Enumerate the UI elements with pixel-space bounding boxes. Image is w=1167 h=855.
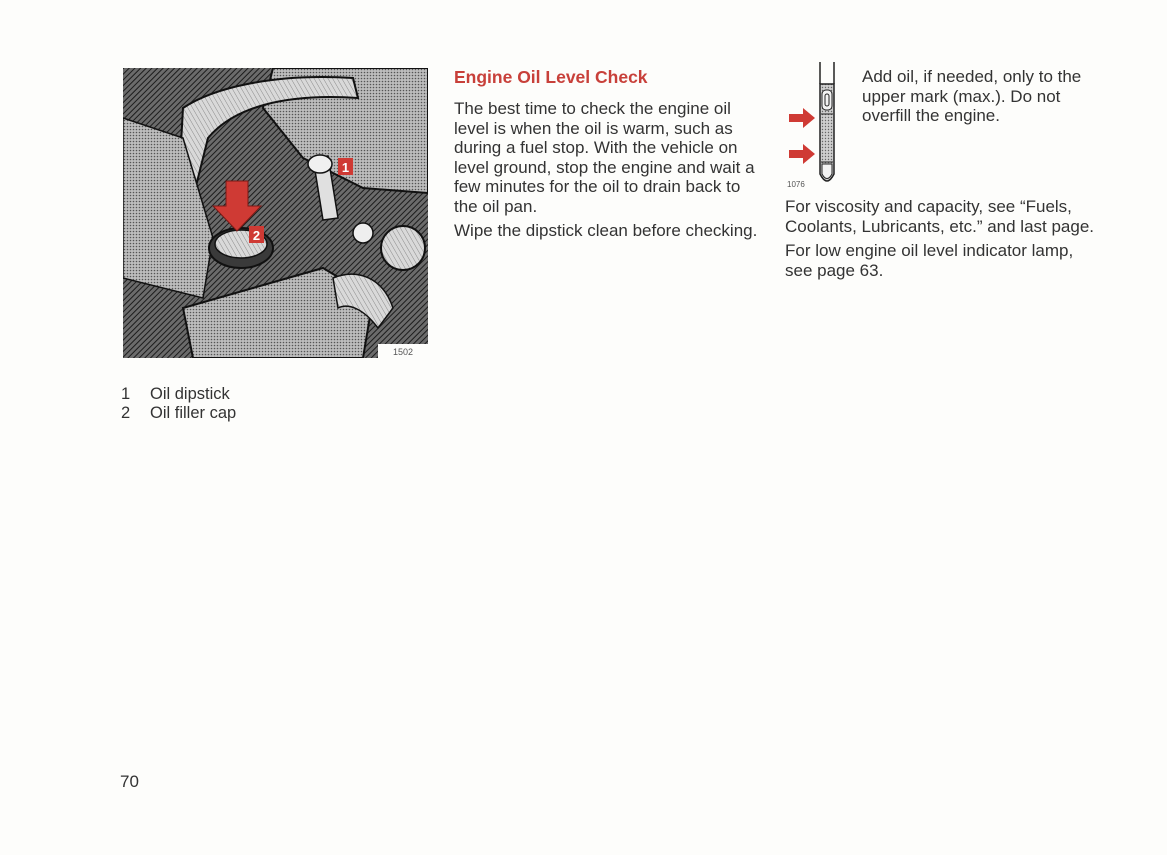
svg-text:2: 2 [252,228,261,243]
legend-number: 1 [121,385,131,403]
paragraph: The best time to check the engine oil level is when the oil is warm, such as during a fuel stop. With the vehicle on level ground, stop the engine and wait a few minutes for the oil to drain back to the oil pan. [454,99,755,216]
paragraph: Add oil, if needed, only to the upper mark (max.). Do not overfill the engine. [862,67,1082,125]
additional-info [785,197,1095,285]
dipstick-note [862,67,1094,131]
legend-item [121,385,236,404]
paragraph: For low engine oil level indicator lamp, see page 63. [785,241,1074,280]
paragraph: Wipe the dipstick clean before checking. [454,221,758,240]
lower-mark-arrow [789,144,815,164]
svg-text:1: 1 [341,160,350,175]
page-number: 70 [120,772,139,791]
paragraph: For viscosity and capacity, see “Fuels, Coolants, Lubricants, etc.” and last page. [785,197,1095,236]
upper-mark-arrow [789,108,815,128]
callout-1 [338,158,353,175]
figure-number: 1076 [787,180,805,189]
engine-compartment-illustration [123,68,428,358]
legend-label: Oil filler cap [150,404,237,422]
callout-2 [249,226,264,243]
figure-legend [121,385,236,423]
oil-check-section [454,66,759,246]
section-heading: Engine Oil Level Check [454,67,648,87]
legend-item [121,404,236,423]
dipstick-illustration [785,62,855,192]
legend-label: Oil dipstick [150,385,230,403]
legend-number: 2 [121,404,131,422]
figure-number: 1502 [392,347,414,357]
